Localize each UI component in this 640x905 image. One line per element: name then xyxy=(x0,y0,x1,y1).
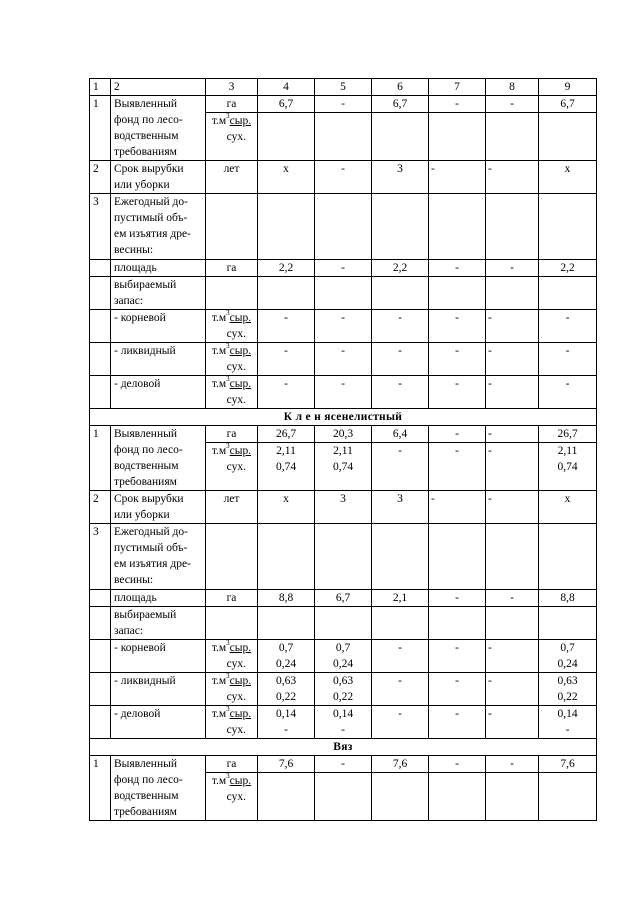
unit-volume: $т.м^3сыр$. сух. xyxy=(206,113,258,161)
table-cell: 0,7 0,24 xyxy=(315,640,372,673)
row-number: 3 xyxy=(90,194,111,260)
table-cell: - xyxy=(429,343,486,376)
table-cell: 0,63 0,22 xyxy=(539,673,597,706)
row-number: 3 xyxy=(90,524,111,590)
table-row xyxy=(90,491,597,524)
table-row xyxy=(90,590,597,607)
unit-volume: $т.м^3сыр$. сух. xyxy=(206,673,258,706)
section-header-row xyxy=(90,409,597,426)
table-cell: - xyxy=(429,491,486,524)
table-cell: - xyxy=(315,310,372,343)
table-cell: - xyxy=(315,161,372,194)
header-cell: 8 xyxy=(486,79,539,96)
header-cell: 4 xyxy=(258,79,315,96)
table-cell: - xyxy=(539,310,597,343)
table-cell: - xyxy=(315,376,372,409)
table-cell: - xyxy=(258,310,315,343)
table-cell: 6,7 xyxy=(315,590,372,607)
table-cell: 2,2 xyxy=(372,260,429,277)
unit-years: лет xyxy=(206,491,258,524)
table-cell: 6,4 xyxy=(372,426,429,443)
table-cell: 2,2 xyxy=(539,260,597,277)
table-cell: - xyxy=(429,443,486,491)
header-cell: 3 xyxy=(206,79,258,96)
table-cell: - xyxy=(486,491,539,524)
table-cell: х xyxy=(539,491,597,524)
table-cell: - xyxy=(372,310,429,343)
table-cell: - xyxy=(486,161,539,194)
table-cell: 7,6 xyxy=(258,756,315,773)
table-cell: - xyxy=(429,673,486,706)
term-label: Срок вырубки или уборки xyxy=(111,161,206,194)
table-row xyxy=(90,706,597,739)
table-cell: 2,11 0,74 xyxy=(539,443,597,491)
fund-label: Выявленный фонд по лесо- водственным требованиям xyxy=(111,96,206,161)
table-cell: х xyxy=(539,161,597,194)
table-cell: - xyxy=(372,706,429,739)
table-row xyxy=(90,607,597,640)
table-cell: 0,7 0,24 xyxy=(539,640,597,673)
unit-ga: га xyxy=(206,756,258,773)
unit-volume: $т.м^3сыр$. сух. xyxy=(206,640,258,673)
table-cell: х xyxy=(258,161,315,194)
unit-volume: $т.м^3сыр$. сух. xyxy=(206,773,258,821)
unit-ga: га xyxy=(206,426,258,443)
table-cell: 0,63 0,22 xyxy=(258,673,315,706)
table-row xyxy=(90,524,597,590)
table-cell: 0,14 - xyxy=(539,706,597,739)
area-label: площадь xyxy=(111,590,206,607)
liquid-label: - ликвидный xyxy=(111,343,206,376)
table-cell: - xyxy=(315,343,372,376)
section-title: К л е н ясенелистный xyxy=(90,409,597,426)
table-cell: - xyxy=(486,376,539,409)
table-cell: 3 xyxy=(372,491,429,524)
unit-volume: $т.м^3сыр$. сух. xyxy=(206,376,258,409)
table-cell: - xyxy=(539,343,597,376)
table-cell: - xyxy=(486,590,539,607)
table-cell: - xyxy=(258,376,315,409)
table-cell: 26,7 xyxy=(539,426,597,443)
row-number: 2 xyxy=(90,491,111,524)
unit-volume: $т.м^3сыр$. сух. xyxy=(206,706,258,739)
table-cell: 0,14 - xyxy=(315,706,372,739)
table-cell: - xyxy=(315,756,372,773)
table-cell: - xyxy=(486,673,539,706)
table-cell: - xyxy=(429,640,486,673)
stock-label: выбираемый запас: xyxy=(111,607,206,640)
root-label: - корневой xyxy=(111,640,206,673)
table-cell: 2,2 xyxy=(258,260,315,277)
fund-label: Выявленный фонд по лесо- водственным требованиям xyxy=(111,426,206,491)
table-cell: - xyxy=(429,161,486,194)
unit-volume: $т.м^3сыр$. сух. xyxy=(206,310,258,343)
header-cell: 2 xyxy=(111,79,206,96)
fund-label: Выявленный фонд по лесо- водственным требованиям xyxy=(111,756,206,821)
table-row xyxy=(90,277,597,310)
table-cell: 2,1 xyxy=(372,590,429,607)
row-number: 1 xyxy=(90,96,111,161)
term-label: Срок вырубки или уборки xyxy=(111,491,206,524)
table-cell: 6,7 xyxy=(258,96,315,113)
section-title: Вяз xyxy=(90,739,597,756)
table-cell: - xyxy=(486,310,539,343)
table-cell: 6,7 xyxy=(372,96,429,113)
table-cell: - xyxy=(372,443,429,491)
unit-volume: $т.м^3сыр$. сух. xyxy=(206,343,258,376)
table-cell: - xyxy=(429,426,486,443)
unit-ga: га xyxy=(206,260,258,277)
table-cell: - xyxy=(539,376,597,409)
business-label: - деловой xyxy=(111,706,206,739)
table-row xyxy=(90,161,597,194)
table-row xyxy=(90,194,597,260)
stock-label: выбираемый запас: xyxy=(111,277,206,310)
table-row xyxy=(90,343,597,376)
table-cell: 3 xyxy=(315,491,372,524)
table-row xyxy=(90,673,597,706)
annual-label: Ежегодный до- пустимый объ- ем изъятия дре- весины: xyxy=(111,524,206,590)
table-cell: - xyxy=(315,260,372,277)
area-label: площадь xyxy=(111,260,206,277)
unit-ga: га xyxy=(206,96,258,113)
table-cell: 6,7 xyxy=(539,96,597,113)
table-cell: 0,14 - xyxy=(258,706,315,739)
unit-ga: га xyxy=(206,590,258,607)
liquid-label: - ликвидный xyxy=(111,673,206,706)
table-cell: - xyxy=(429,706,486,739)
table-cell: 7,6 xyxy=(539,756,597,773)
header-row xyxy=(90,79,597,96)
table-cell: - xyxy=(315,96,372,113)
table-row xyxy=(90,96,597,113)
table-cell: - xyxy=(486,426,539,443)
header-cell: 6 xyxy=(372,79,429,96)
table-cell: 0,7 0,24 xyxy=(258,640,315,673)
table-cell: - xyxy=(429,376,486,409)
table-cell: 2,11 0,74 xyxy=(315,443,372,491)
unit-years: лет xyxy=(206,161,258,194)
table-row xyxy=(90,756,597,773)
table-cell: - xyxy=(486,443,539,491)
table-cell: - xyxy=(486,706,539,739)
table-cell: - xyxy=(429,260,486,277)
table-cell: 7,6 xyxy=(372,756,429,773)
table-row xyxy=(90,376,597,409)
table-cell: 3 xyxy=(372,161,429,194)
table-cell: - xyxy=(486,260,539,277)
table-cell: - xyxy=(486,96,539,113)
root-label: - корневой xyxy=(111,310,206,343)
header-cell: 7 xyxy=(429,79,486,96)
table-cell: х xyxy=(258,491,315,524)
table-cell: - xyxy=(429,590,486,607)
table-cell: 0,63 0,22 xyxy=(315,673,372,706)
annual-label: Ежегодный до- пустимый объ- ем изъятия дре- весины: xyxy=(111,194,206,260)
table-cell: 2,11 0,74 xyxy=(258,443,315,491)
header-cell: 9 xyxy=(539,79,597,96)
table-cell: - xyxy=(372,343,429,376)
business-label: - деловой xyxy=(111,376,206,409)
table-cell: - xyxy=(429,756,486,773)
row-number: 1 xyxy=(90,426,111,491)
unit-volume: $т.м^3сыр$. сух. xyxy=(206,443,258,491)
table-cell: - xyxy=(486,756,539,773)
table-row xyxy=(90,426,597,443)
table-cell: - xyxy=(486,343,539,376)
table-cell: - xyxy=(429,310,486,343)
table-cell: 8,8 xyxy=(539,590,597,607)
table-row xyxy=(90,310,597,343)
row-number: 1 xyxy=(90,756,111,821)
table-cell: - xyxy=(372,673,429,706)
table-cell: - xyxy=(486,640,539,673)
header-cell: 1 xyxy=(90,79,111,96)
table-row xyxy=(90,640,597,673)
table-row xyxy=(90,260,597,277)
table-cell: - xyxy=(258,343,315,376)
section-header-row xyxy=(90,739,597,756)
header-cell: 5 xyxy=(315,79,372,96)
row-number: 2 xyxy=(90,161,111,194)
table-cell: 8,8 xyxy=(258,590,315,607)
table-cell: - xyxy=(372,640,429,673)
table-cell: 26,7 xyxy=(258,426,315,443)
table-cell: 20,3 xyxy=(315,426,372,443)
table-cell: - xyxy=(372,376,429,409)
forest-fund-table xyxy=(89,78,597,821)
table-cell: - xyxy=(429,96,486,113)
